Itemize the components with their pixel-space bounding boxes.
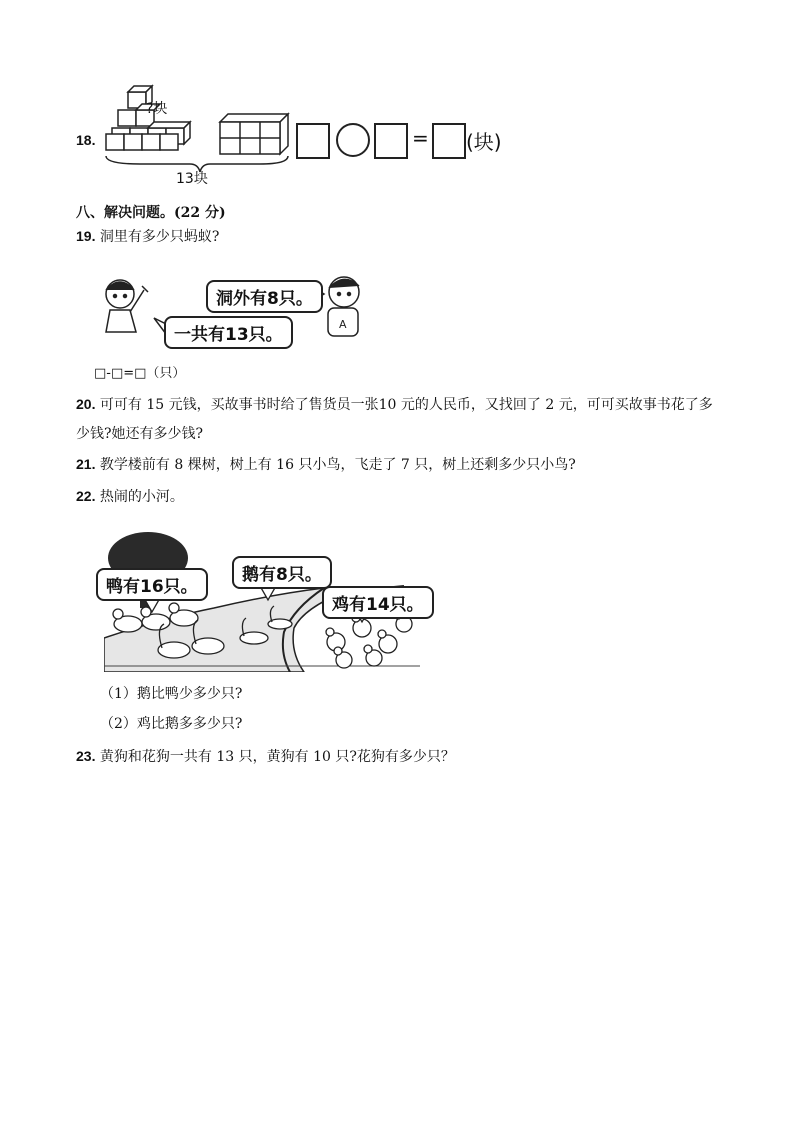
total-blocks-label: 13块 (176, 171, 208, 187)
answer-box-2[interactable] (374, 123, 408, 159)
unknown-blocks-label: ?块 (146, 101, 168, 117)
speech-bubble-goose: 鹅有8只。 (232, 556, 332, 589)
question-text: 洞里有多少只蚂蚁? (99, 229, 220, 245)
question-text-line2: 少钱?她还有多少钱? (76, 426, 204, 442)
question-text-line1: 可可有 15 元钱，买故事书时给了售货员一张10 元的人民币，又找回了 2 元，可可买故事书花了多 (99, 397, 713, 413)
answer-box-1[interactable] (296, 123, 330, 159)
question-number: 20. (76, 396, 96, 412)
chickens-group (326, 611, 412, 668)
question-21 (76, 454, 576, 475)
boy-figure (328, 277, 359, 336)
speech-bubble-total: 一共有13只。 (164, 316, 293, 349)
question-number: 23. (76, 748, 96, 764)
question-number: 22. (76, 488, 96, 504)
question-number: 19. (76, 228, 96, 244)
operator-circle[interactable] (336, 123, 370, 157)
equation-template: □-□=□（只） (94, 366, 186, 381)
question-number: 18. (76, 132, 96, 148)
question-text: 热闹的小河。 (99, 489, 184, 505)
unit-label: (块) (466, 130, 502, 154)
sub-question-2: （2）鸡比鹅多多少只? (100, 716, 243, 732)
question-text: 教学楼前有 8 棵树，树上有 16 只小鸟，飞走了 7 只，树上还剩多少只小鸟? (99, 457, 576, 473)
answer-box-3[interactable] (432, 123, 466, 159)
question-number: 21. (76, 456, 96, 472)
speech-bubble-outside: 洞外有8只。 (206, 280, 323, 313)
question-23 (76, 746, 455, 767)
section-title: 八、解决问题。(22 分) (76, 205, 226, 221)
sub-question-1: （1）鹅比鸭少多少只? (100, 686, 243, 702)
svg-text:A: A (339, 318, 347, 331)
equals-sign: = (412, 126, 429, 150)
girl-figure (106, 280, 148, 332)
speech-bubble-duck: 鸭有16只。 (96, 568, 208, 601)
speech-bubble-chicken: 鸡有14只。 (322, 586, 434, 619)
question-text: 黄狗和花狗一共有 13 只，黄狗有 10 只?花狗有多少只？ (99, 749, 455, 765)
